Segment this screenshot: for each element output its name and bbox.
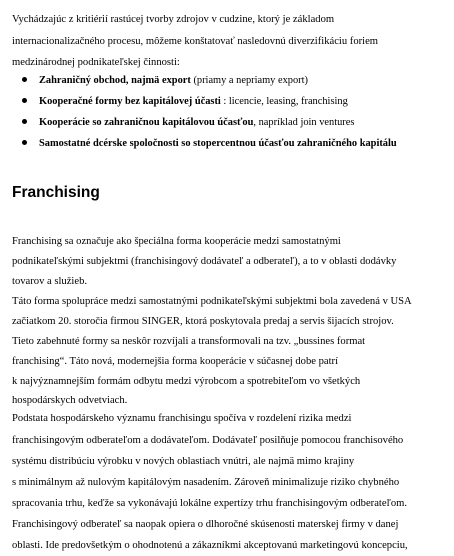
body-line: tovarov a služieb. [12, 276, 88, 287]
bullet-icon [22, 77, 27, 82]
list-item [22, 75, 308, 87]
body-line: k najvýznamnejším formám odbytu medzi výrobcom a spotrebiteľom vo všetkých [12, 376, 361, 387]
bullet-text: : licencie, leasing, franchising [220, 96, 348, 107]
bullet-bold-text: Samostatné dcérske spoločnosti so stopercentnou účasťou zahraničného kapitálu [39, 138, 397, 149]
body-line: s minimálnym až nulovým kapitálovým nasadením. Zároveň minimalizuje riziko chybného [12, 477, 400, 488]
list-item [22, 138, 397, 150]
body-line: Podstata hospodárskeho významu franchisingu spočíva v rozdelení rizika medzi [12, 413, 352, 424]
body-line: Franchisingový odberateľ sa naopak opiera o dlhoročné skúsenosti materskej firmy v danej [12, 519, 399, 530]
body-line: Franchising sa označuje ako špeciálna forma kooperácie medzi samostatnými [12, 236, 341, 247]
body-line: franchising“. Táto nová, modernejšia forma kooperácie v súčasnej dobe patrí [12, 356, 339, 367]
body-line: systému distribúciu výrobku v nových oblastiach vnútri, ale najmä mimo krajiny [12, 456, 355, 467]
intro-line: medzinárodnej podnikateľskej činnosti: [12, 57, 180, 68]
bullet-icon [22, 119, 27, 124]
bullet-bold-text: Kooperácie so zahraničnou kapitálovou účasťou [39, 117, 254, 128]
intro-line: internacionalizačného procesu, môžeme konštatovať nasledovnú diverzifikáciu foriem [12, 36, 379, 47]
bullet-icon [22, 140, 27, 145]
body-line: franchisingovým odberateľom a dodávateľom. Dodávateľ posilňuje pomocou franchisového [12, 435, 404, 446]
section-heading: Franchising [12, 184, 100, 201]
bullet-text: (priamy a nepriamy export) [190, 75, 308, 86]
bullet-bold-text: Kooperačné formy bez kapitálovej účasti [39, 96, 221, 107]
bullet-icon [22, 98, 27, 103]
body-line: spracovania trhu, keďže sa vykonávajú lokálne expertízy trhu franchisingovým odberateľom. [12, 498, 408, 509]
intro-line: Vychádzajúc z kritiérií rastúcej tvorby zdrojov v cudzine, ktorý je základom [12, 14, 335, 25]
body-line: podnikateľskými subjektmi (franchisingový dodávateľ a odberateľ), a to v oblasti dodávky [12, 256, 397, 267]
body-line: Tieto zabehnuté formy sa neskôr rozvíjali a transformovali na tzv. „bussines format [12, 336, 366, 347]
body-line: hospodárskych odvetviach. [12, 395, 128, 406]
bullet-text: , napríklad join ventures [253, 117, 355, 128]
body-line: oblasti. Ide predovšetkým o ohodnotenú a zákazníkmi akceptovanú marketingovú koncepciu, [12, 540, 408, 551]
bullet-bold-text: Zahraničný obchod, najmä export [39, 75, 191, 86]
body-line: Táto forma spolupráce medzi samostatnými podnikateľskými subjektmi bola zavedená v USA [12, 296, 412, 307]
list-item [22, 96, 348, 108]
list-item [22, 117, 354, 129]
body-line: začiatkom 20. storočia firmou SINGER, ktorá poskytovala predaj a servis šijacích strojov. [12, 316, 394, 327]
